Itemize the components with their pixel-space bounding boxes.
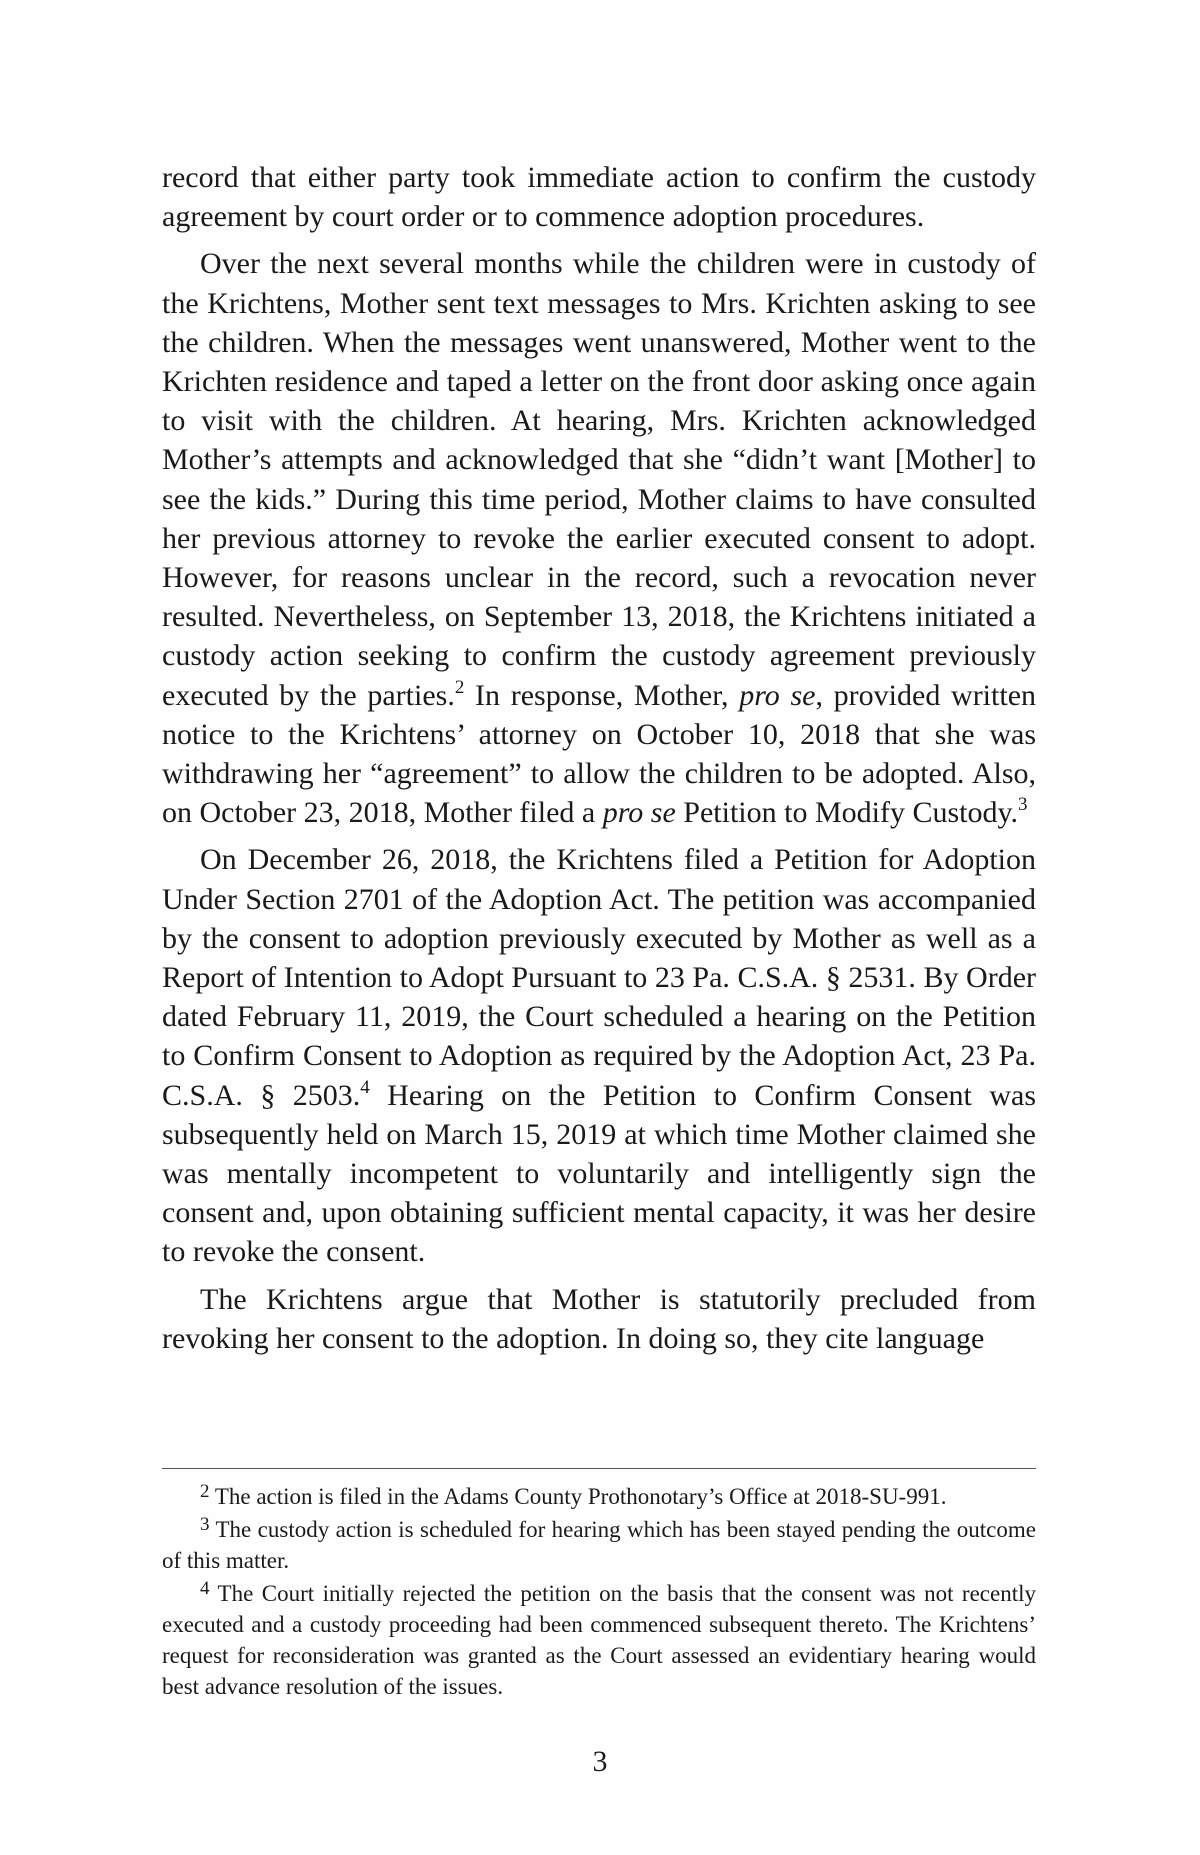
footnote-number: 3 bbox=[200, 1514, 210, 1536]
footnotes bbox=[162, 1481, 1036, 1704]
paragraph-text-messages bbox=[162, 244, 1036, 832]
footnote-number: 4 bbox=[200, 1578, 210, 1600]
italic-phrase: pro se bbox=[739, 678, 816, 712]
paragraph-argument bbox=[162, 1280, 1036, 1358]
footnote-divider bbox=[162, 1468, 1036, 1469]
italic-phrase: pro se bbox=[602, 796, 676, 830]
footnote-text: The custody action is scheduled for hearing which has been stayed pending the outcome of this matter. bbox=[162, 1517, 1036, 1573]
footnote-ref-3[interactable]: 3 bbox=[1018, 794, 1028, 816]
footnote-ref-4[interactable]: 4 bbox=[360, 1076, 370, 1098]
footnote-3 bbox=[162, 1514, 1036, 1576]
paragraph-text: record that either party took immediate action to confirm the custody agreement by court order or to commence adoption procedures. bbox=[162, 161, 1036, 234]
paragraph-text: Petition to Modify Custody. bbox=[675, 796, 1019, 830]
footnote-ref-2[interactable]: 2 bbox=[454, 676, 465, 698]
paragraph-petition bbox=[162, 840, 1036, 1271]
footnote-text: The Court initially rejected the petition on the basis that the consent was not recently executed and a custody proceeding had been commenced subsequent thereto. The Krichtens’ request for reconsideration was granted as the Court assessed an evidentiary hearing would best advance resolution of the issues. bbox=[162, 1581, 1036, 1699]
footnote-text: The action is filed in the Adams County Prothonotary’s Office at 2018-SU-991. bbox=[209, 1484, 947, 1509]
paragraph-text: The Krichtens argue that Mother is statutorily precluded from revoking her consent to the adoption. In doing so, they cite language bbox=[162, 1282, 1036, 1355]
footnote-4 bbox=[162, 1578, 1036, 1702]
footnote-2 bbox=[162, 1481, 1036, 1512]
paragraph-text: Hearing on the Petition to Confirm Consent was subsequently held on March 15, 2019 at which time Mother claimed she was mentally incompetent to voluntarily and intelligently sign the consent and, upon obtaining sufficient mental capacity, it was her desire to revoke the consent. bbox=[162, 1078, 1036, 1269]
paragraph-text: On December 26, 2018, the Krichtens filed a Petition for Adoption Under Section 2701 of the Adoption Act. The petition was accompanied by the consent to adoption previously executed by Mother as well as a Report of Intention to Adopt Pursuant to 23 Pa. C.S.A. § 2531. By Order dated February 11, 2019, the Court scheduled a hearing on the Petition to Confirm Consent to Adoption as required by the Adoption Act, 23 Pa. C.S.A. § 2503. bbox=[162, 843, 1036, 1112]
paragraph-text: In response, Mother, bbox=[464, 678, 740, 712]
paragraph-continued bbox=[162, 158, 1036, 236]
body-text bbox=[162, 158, 1036, 1366]
paragraph-text: , provided written notice to the Krichtens’ attorney on October 10, 2018 that she was withdrawing her “agreement” to allow the children to be adopted. Also, on October 23, 2018, Mother filed a bbox=[162, 678, 1037, 830]
page-number: 3 bbox=[592, 1745, 608, 1778]
paragraph-text: Over the next several months while the children were in custody of the Krichtens, Mother sent text messages to Mrs. Krichten asking to see the children. When the messages went unanswered, Mother went to the Krichten residence and taped a letter on the front door asking once again to visit with the children. At hearing, Mrs. Krichten acknowledged Mother’s attempts and acknowledged that she “didn’t want [Mother] to see the kids.” During this time period, Mother claims to have consulted her previous attorney to revoke the earlier executed consent to adopt. However, for reasons unclear in the record, such a revocation never resulted. Nevertheless, on September 13, 2018, the Krichtens initiated a custody action seeking to confirm the custody agreement previously executed by the parties. bbox=[162, 247, 1036, 712]
footnote-number: 2 bbox=[200, 1481, 210, 1503]
